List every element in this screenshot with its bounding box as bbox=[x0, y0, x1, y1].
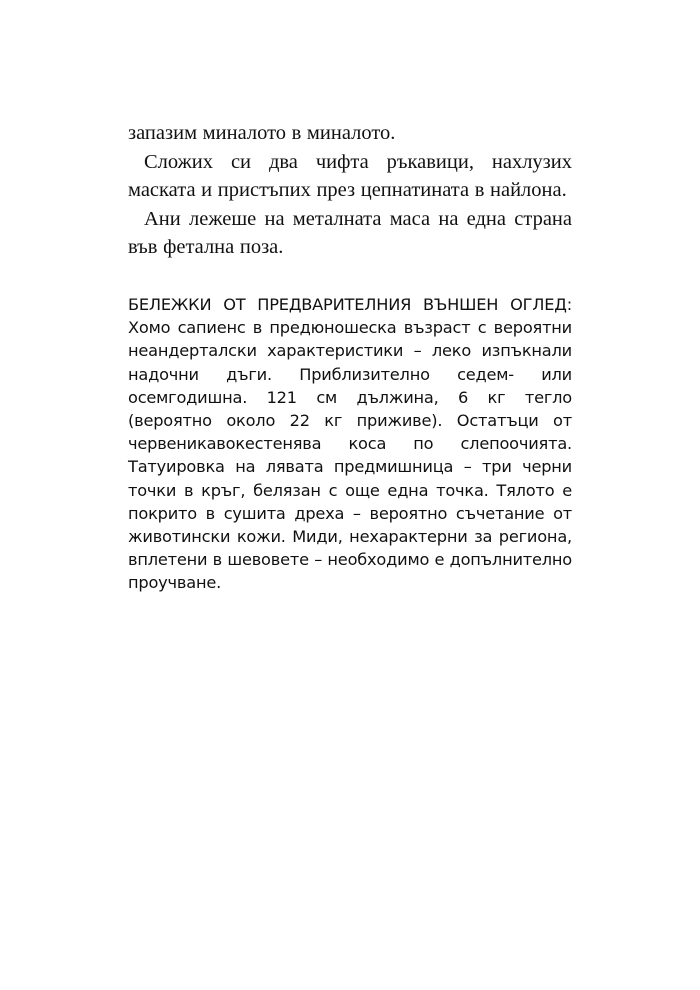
paragraph-table: Ани лежеше на металната маса на една страна във фетална поза. bbox=[128, 207, 572, 258]
paragraph-gloves: Сложих си два чифта ръкавици, нахлузих маската и пристъпих през цепнатината в найлона. bbox=[128, 150, 572, 201]
paragraph-continuation: запазим миналото в миналото. bbox=[128, 122, 396, 144]
examination-notes: БЕЛЕЖКИ ОТ ПРЕДВАРИТЕЛНИЯ ВЪНШЕН ОГЛЕД: Хомо сапиенс в предюношеска възраст с вероятни неандерталски характеристики – леко изпъкнали надочни дъги. Приблизително седем- или осемгодишна. 121 см дължина, 6 кг тегло (вероятно около 22 кг приживе). Остатъци от червеникавокестенява коса по слепоочията. Татуировка на лявата предмишница – три черни точки в кръг, белязан с още една точка. Тялото е покрито в сушита дреха – вероятно съчетание от животински кожи. Миди, нехарактерни за региона, вплетени в шевовете – необходимо е допълнително проучване. bbox=[128, 295, 572, 593]
body-text bbox=[128, 119, 572, 262]
